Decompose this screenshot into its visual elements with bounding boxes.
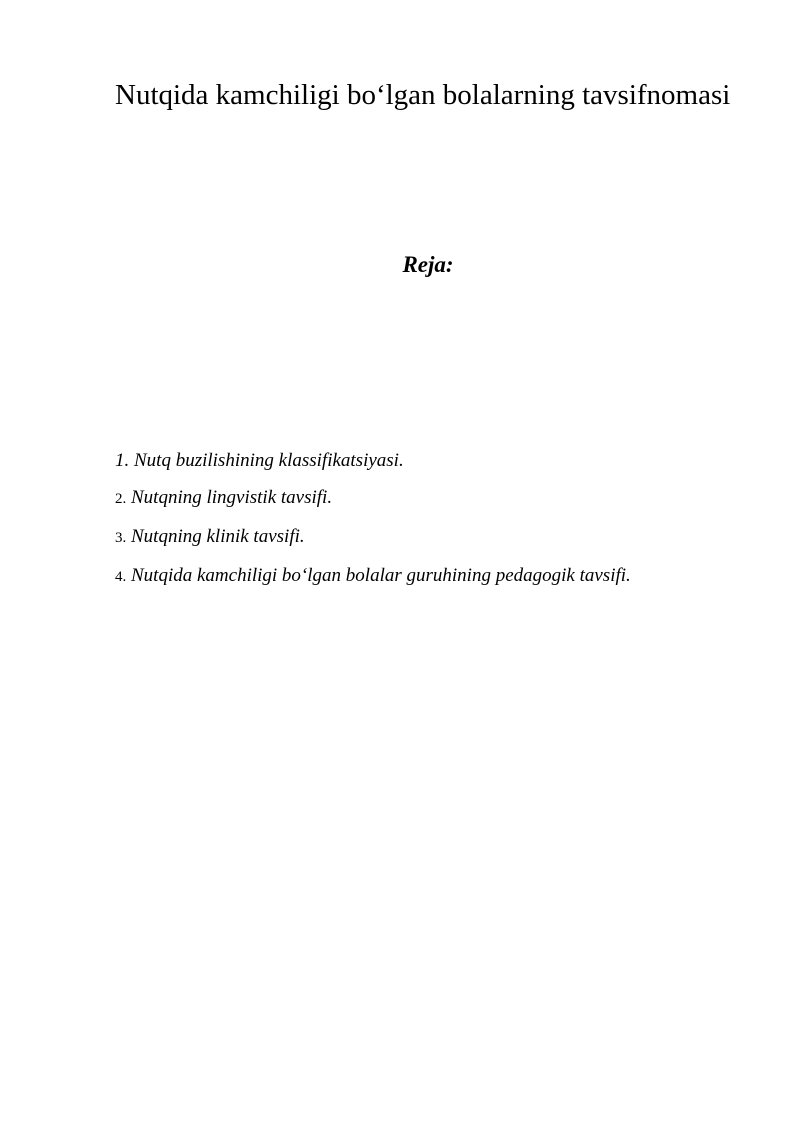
plan-item-text: Nutq buzilishining klassifikatsiyasi. <box>134 450 404 471</box>
plan-item-1 <box>115 442 675 479</box>
plan-item-number: 1. <box>115 450 130 471</box>
plan-list <box>115 442 675 596</box>
plan-item-text: Nutqning klinik tavsifi. <box>131 526 305 547</box>
plan-item-3 <box>115 518 675 557</box>
plan-item-number: 4. <box>115 569 127 585</box>
plan-item-number: 3. <box>115 530 127 546</box>
plan-item-number: 2. <box>115 491 127 507</box>
plan-item-2 <box>115 479 675 518</box>
plan-item-4 <box>115 557 675 596</box>
plan-heading: Reja: <box>402 252 454 277</box>
plan-item-text: Nutqida kamchiligi bo‘lgan bolalar guruhining pedagogik tavsifi. <box>131 565 631 586</box>
document-title: Nutqida kamchiligi bo‘lgan bolalarning tavsifnomasi <box>115 79 731 111</box>
plan-item-text: Nutqning lingvistik tavsifi. <box>131 487 333 508</box>
